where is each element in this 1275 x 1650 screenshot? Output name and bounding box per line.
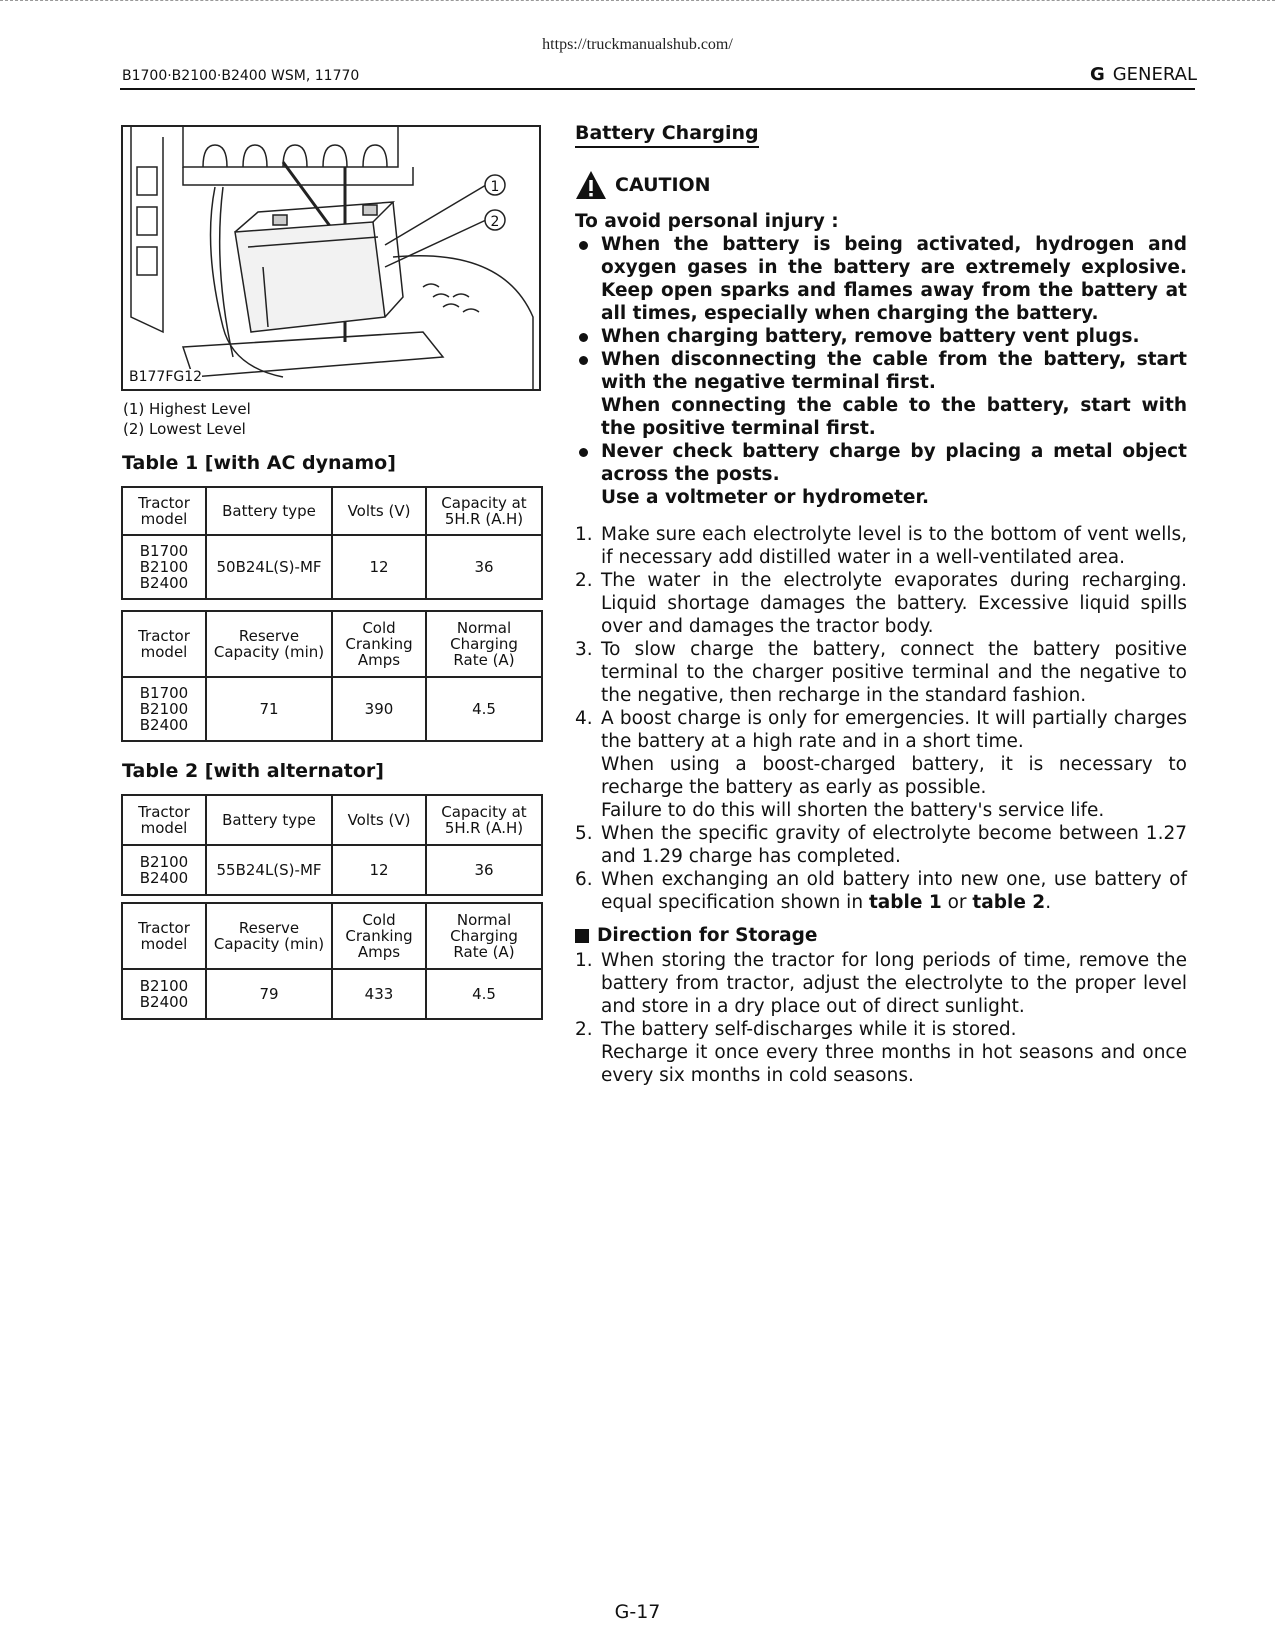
- section-name: GENERAL: [1112, 64, 1197, 85]
- table-header: Battery type: [206, 795, 332, 845]
- table-cell: 36: [426, 535, 542, 599]
- caution-heading: [575, 170, 1187, 200]
- step-item: 1. When storing the tractor for long periods of time, remove the battery from tractor, adjust the electrolyte to the proper level and store in a dry place out of direct sunlight.: [575, 950, 1187, 1017]
- step-text: When the specific gravity of electrolyte become between 1.27 and 1.29 charge has completed.: [601, 823, 1187, 867]
- bullet-icon: [579, 448, 588, 457]
- bullet-icon: [579, 333, 588, 342]
- table-header: Reserve Capacity (min): [206, 903, 332, 969]
- legend-item: (1) Highest Level: [123, 400, 251, 418]
- table-header: Normal Charging Rate (A): [426, 611, 542, 677]
- step-item: 3. To slow charge the battery, connect the battery positive terminal to the charger positive terminal and the negative to the negative, then recharge in the standard fashion.: [575, 639, 1187, 706]
- table-cell: 433: [332, 969, 426, 1019]
- step-item: 4. A boost charge is only for emergencies. It will partially charges the battery at a high rate and in a short time. When using a boost-charged battery, it is necessary to recharge the battery as early as possible. Failure to do this will shorten the battery's service life.: [575, 708, 1187, 821]
- caution-text: When charging battery, remove battery vent plugs.: [601, 326, 1140, 347]
- step-item: 2. The battery self-discharges while it is stored. Recharge it once every three months in hot seasons and once every six months in cold seasons.: [575, 1019, 1187, 1086]
- table-header: Volts (V): [332, 795, 426, 845]
- table-header: Cold Cranking Amps: [332, 611, 426, 677]
- scan-top-edge: [0, 0, 1275, 1]
- charging-steps: [575, 523, 1187, 914]
- table-cell: 36: [426, 845, 542, 895]
- table2-ref: table 2: [972, 892, 1046, 913]
- table-header: Tractor model: [122, 795, 206, 845]
- page-number: G-17: [614, 1601, 661, 1623]
- battery-figure: [121, 125, 541, 391]
- caution-text: When disconnecting the cable from the battery, start with the negative terminal first. When connecting the cable to the battery, start with the positive terminal first.: [601, 349, 1187, 439]
- table-header: Tractor model: [122, 611, 206, 677]
- step-text: When storing the tractor for long periods of time, remove the battery from tractor, adjust the electrolyte to the proper level and store in a dry place out of direct sunlight.: [601, 950, 1187, 1017]
- storage-steps: [575, 949, 1187, 1087]
- caution-list: [575, 233, 1187, 509]
- step-text: or: [941, 892, 973, 913]
- table-cell: B1700 B2100 B2400: [122, 535, 206, 599]
- step-text: The battery self-discharges while it is stored. Recharge it once every three months in hot seasons and once every six months in cold seasons.: [601, 1019, 1187, 1086]
- battery-illustration: [123, 127, 539, 389]
- caution-item: [575, 348, 1187, 440]
- table2-title: Table 2 [with alternator]: [122, 760, 384, 782]
- section-letter: G: [1089, 64, 1105, 85]
- caution-label: CAUTION: [615, 173, 711, 196]
- table-cell: 71: [206, 677, 332, 741]
- callout-1: 1: [490, 179, 500, 195]
- step-text: To slow charge the battery, connect the battery positive terminal to the charger positive terminal and the negative to the negative, then recharge in the standard fashion.: [601, 639, 1187, 706]
- step-item: 1. Make sure each electrolyte level is to the bottom of vent wells, if necessary add distilled water in a well-ventilated area.: [575, 524, 1187, 568]
- callout-2: 2: [490, 214, 500, 230]
- legend-item: (2) Lowest Level: [123, 420, 246, 438]
- caution-item: [575, 440, 1187, 509]
- bullet-icon: [579, 356, 588, 365]
- source-url[interactable]: https://truckmanualshub.com/: [542, 36, 733, 53]
- table-cell: 12: [332, 845, 426, 895]
- caution-text: Never check battery charge by placing a metal object across the posts. Use a voltmeter or hydrometer.: [601, 441, 1187, 508]
- caution-text: When the battery is being activated, hydrogen and oxygen gases in the battery are extremely explosive. Keep open sparks and flames away from the battery at all times, especially when charging the battery.: [601, 234, 1187, 324]
- caution-item: [575, 233, 1187, 325]
- table-cell: B1700 B2100 B2400: [122, 677, 206, 741]
- manual-header: B1700·B2100·B2400 WSM, 11770: [122, 68, 360, 84]
- table-header: Volts (V): [332, 487, 426, 535]
- step-item: 6. When exchanging an old battery into new one, use battery of equal specification shown in table 1 or table 2.: [575, 869, 1187, 913]
- section-header: [1090, 64, 1197, 85]
- table-cell: 12: [332, 535, 426, 599]
- header-rule: [120, 88, 1195, 90]
- table-header: Capacity at 5H.R (A.H): [426, 487, 542, 535]
- table-cell: B2100 B2400: [122, 845, 206, 895]
- figure-code: B177FG12: [129, 369, 203, 385]
- section-title: Battery Charging: [575, 122, 759, 148]
- storage-title: Direction for Storage: [597, 925, 818, 946]
- table-header: Tractor model: [122, 903, 206, 969]
- table1-ref: table 1: [868, 892, 942, 913]
- table-header: Cold Cranking Amps: [332, 903, 426, 969]
- table-cell: B2100 B2400: [122, 969, 206, 1019]
- table-header: Tractor model: [122, 487, 206, 535]
- step-text: A boost charge is only for emergencies. It will partially charges the battery at a high rate and in a short time. When using a boost-charged battery, it is necessary to recharge the battery as early as possible. Failure to do this will shorten the battery's service life.: [601, 708, 1187, 821]
- table1-title: Table 1 [with AC dynamo]: [122, 452, 396, 474]
- table-header: Battery type: [206, 487, 332, 535]
- table-header: Normal Charging Rate (A): [426, 903, 542, 969]
- storage-heading: [575, 924, 1187, 947]
- step-text: .: [1045, 892, 1052, 913]
- table-cell: 55B24L(S)-MF: [206, 845, 332, 895]
- table1-a: [121, 486, 543, 600]
- table-header: Capacity at 5H.R (A.H): [426, 795, 542, 845]
- caution-intro: To avoid personal injury :: [575, 211, 839, 232]
- step-item: 2. The water in the electrolyte evaporates during recharging. Liquid shortage damages the battery. Excessive liquid spills over and damages the tractor body.: [575, 570, 1187, 637]
- table-cell: 4.5: [426, 969, 542, 1019]
- figure-legend: [123, 399, 251, 439]
- right-column: [575, 122, 1187, 1087]
- table1-b: [121, 610, 543, 742]
- table-cell: 50B24L(S)-MF: [206, 535, 332, 599]
- caution-item: [575, 325, 1187, 348]
- step-text: The water in the electrolyte evaporates during recharging. Liquid shortage damages the battery. Excessive liquid spills over and damages the tractor body.: [601, 570, 1187, 637]
- bullet-icon: [579, 241, 588, 250]
- table-header: Reserve Capacity (min): [206, 611, 332, 677]
- step-text: Make sure each electrolyte level is to the bottom of vent wells, if necessary add distilled water in a well-ventilated area.: [601, 524, 1187, 568]
- warning-icon: [575, 170, 607, 200]
- step-item: 5. When the specific gravity of electrolyte become between 1.27 and 1.29 charge has completed.: [575, 823, 1187, 867]
- table-cell: 79: [206, 969, 332, 1019]
- step-text: When exchanging an old battery into new one, use battery of equal specification shown in: [601, 869, 1187, 913]
- table-cell: 390: [332, 677, 426, 741]
- table2-a: [121, 794, 543, 896]
- table-cell: 4.5: [426, 677, 542, 741]
- square-bullet-icon: [575, 929, 589, 943]
- table2-b: [121, 902, 543, 1020]
